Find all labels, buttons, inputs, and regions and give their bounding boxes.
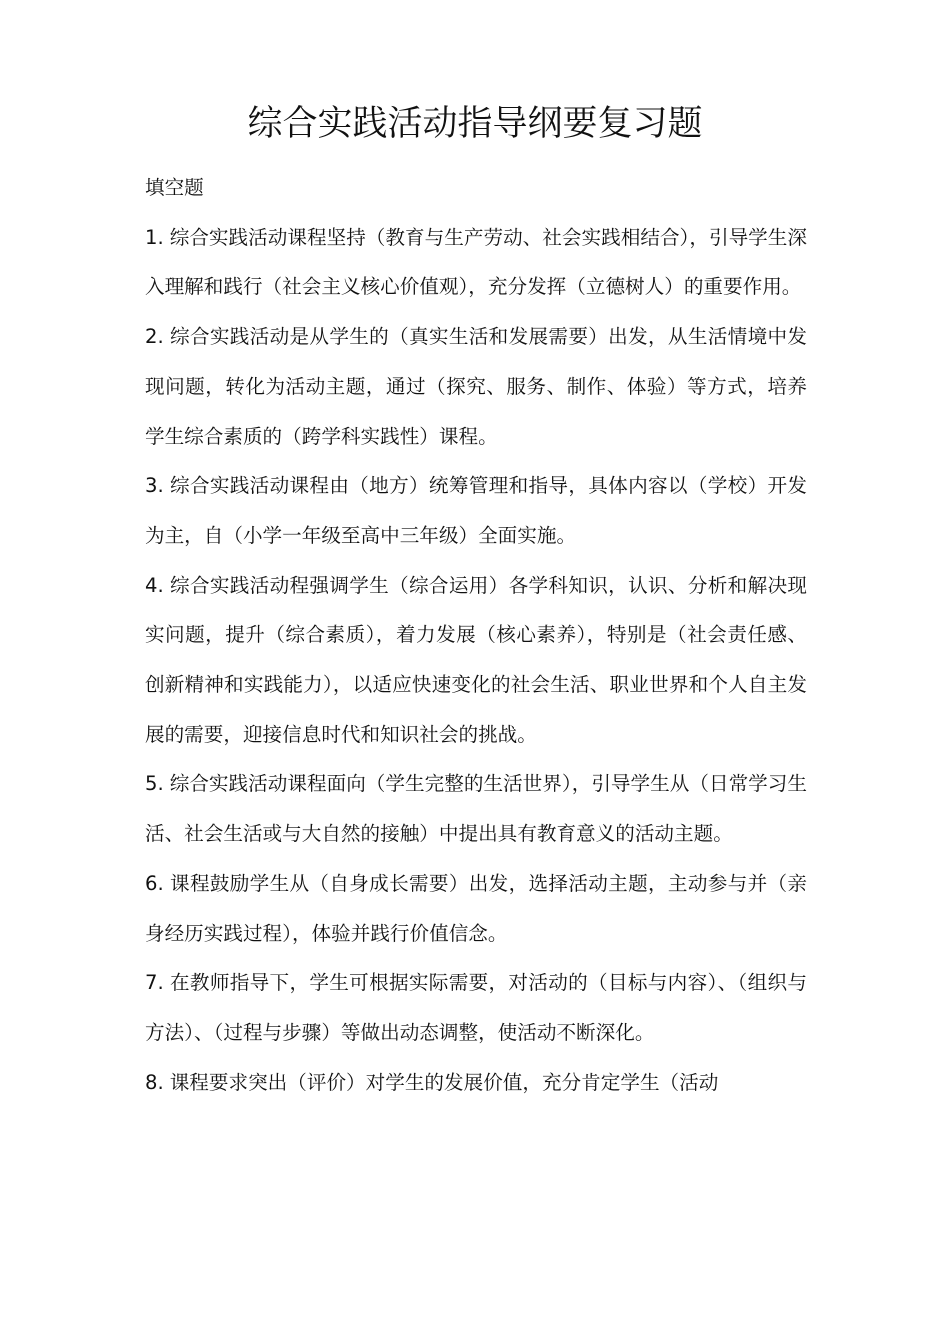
section-heading: 填空题 (145, 176, 204, 199)
question-text: 在教师指导下，学生可根据实际需要，对活动的（目标与内容）、（组织与方法）、（过程与步骤）等做出动态调整，使活动不断深化。 (145, 971, 807, 1044)
question-number: 6. (145, 871, 164, 895)
document-body (145, 163, 807, 1107)
question-number: 5. (145, 772, 164, 796)
question-item-5 (145, 759, 807, 858)
question-item-2 (145, 312, 807, 461)
question-text: 综合实践活动课程由（地方）统筹管理和指导，具体内容以（学校）开发为主，自（小学一年级至高中三年级）全面实施。 (145, 474, 807, 547)
question-text: 综合实践活动课程坚持（教育与生产劳动、社会实践相结合），引导学生深入理解和践行（社会主义核心价值观），充分发挥（立德树人）的重要作用。 (145, 225, 807, 299)
question-text: 课程鼓励学生从（自身成长需要）出发，选择活动主题，主动参与并（亲身经历实践过程），体验并践行价值信念。 (145, 871, 807, 945)
question-text: 综合实践活动程强调学生（综合运用）各学科知识，认识、分析和解决现实问题，提升（综合素质），着力发展（核心素养），特别是（社会责任感、创新精神和实践能力），以适应快速变化的社会生活、职业世界和个人自主发展的需要，迎接信息时代和知识社会的挑战。 (145, 573, 807, 746)
question-number: 2. (145, 325, 164, 349)
question-item-1 (145, 213, 807, 312)
question-text: 课程要求突出（评价）对学生的发展价值，充分肯定学生（活动 (169, 1070, 719, 1094)
question-text: 综合实践活动是从学生的（真实生活和发展需要）出发，从生活情境中发现问题，转化为活动主题，通过（探究、服务、制作、体验）等方式，培养学生综合素质的（跨学科实践性）课程。 (145, 325, 807, 448)
document-title: 综合实践活动指导纲要复习题 (247, 104, 703, 144)
question-item-4 (145, 561, 807, 760)
question-number: 3. (145, 474, 164, 498)
question-item-3 (145, 461, 807, 560)
question-number: 4. (145, 573, 164, 597)
question-number: 1. (145, 225, 164, 249)
question-text: 综合实践活动课程面向（学生完整的生活世界），引导学生从（日常学习生活、社会生活或与大自然的接触）中提出具有教育意义的活动主题。 (145, 772, 807, 846)
question-item-7 (145, 958, 807, 1057)
question-item-6 (145, 859, 807, 958)
question-item-8 (145, 1058, 807, 1108)
question-number: 8. (145, 1070, 164, 1094)
question-number: 7. (145, 971, 164, 995)
